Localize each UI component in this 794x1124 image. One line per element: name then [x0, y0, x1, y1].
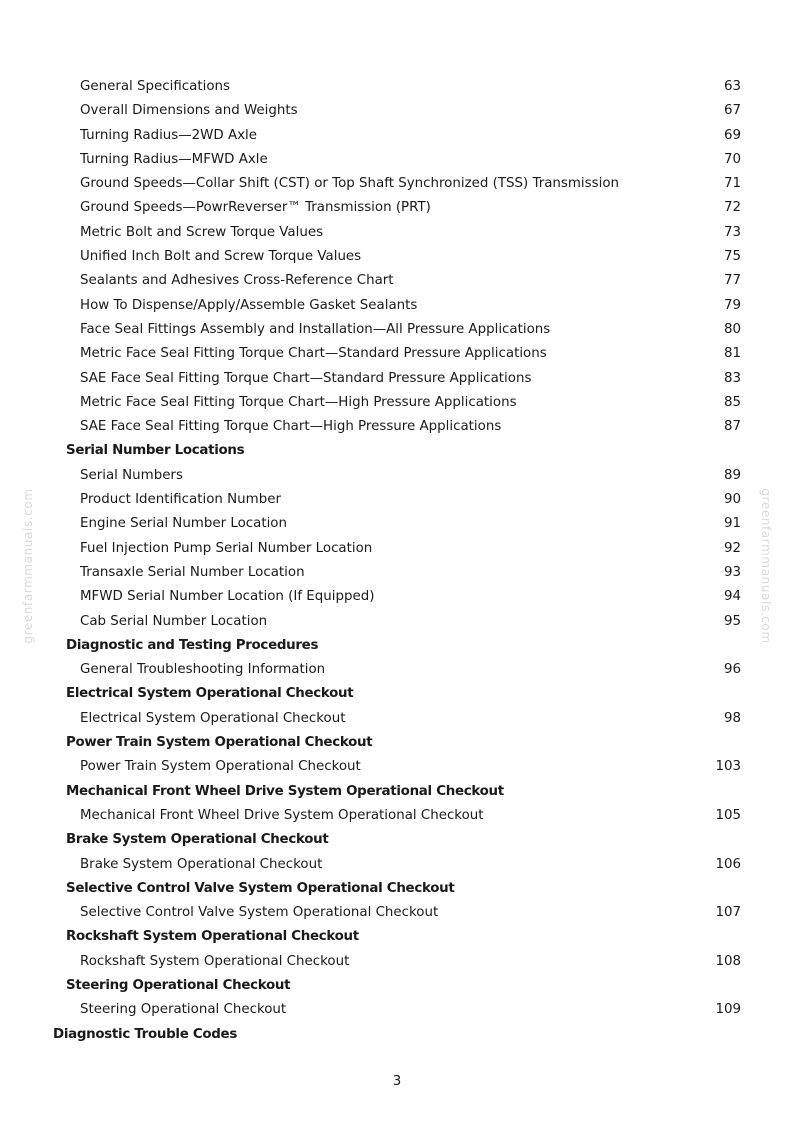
toc-entry-page-number: 98 — [723, 710, 741, 726]
toc-entry-page-number: 95 — [723, 613, 741, 629]
toc-entry[interactable] — [0, 269, 794, 293]
toc-entry[interactable] — [0, 99, 794, 123]
toc-entry-title: Metric Bolt and Screw Torque Values — [80, 224, 324, 240]
page-number: 3 — [392, 1074, 402, 1089]
toc-entry-title: Turning Radius—MFWD Axle — [80, 151, 268, 167]
toc-entry-page-number: 90 — [723, 492, 741, 508]
toc-entry-page-number: 63 — [723, 79, 741, 94]
toc-entry-page-number: 93 — [723, 564, 741, 580]
toc-entry-title: Brake System Operational Checkout — [80, 856, 323, 872]
toc-entry-title: Metric Face Seal Fitting Torque Chart—High Pressure Applications — [80, 394, 517, 410]
toc-entry-page-number: 83 — [723, 370, 741, 386]
toc-entry-page-number: 81 — [723, 346, 741, 362]
toc-entry-title: Turning Radius—2WD Axle — [80, 127, 258, 143]
toc-entry[interactable] — [0, 75, 794, 99]
toc-section-heading[interactable] — [0, 828, 794, 852]
toc-section-heading[interactable] — [0, 780, 794, 804]
toc-entry-page-number: 92 — [723, 540, 741, 556]
toc-entry-page-number: 109 — [715, 1002, 741, 1018]
toc-section-heading[interactable] — [0, 682, 794, 706]
toc-entry[interactable] — [0, 998, 794, 1022]
toc-entry-title: Rockshaft System Operational Checkout — [80, 953, 350, 969]
toc-entry-title: Face Seal Fittings Assembly and Installation—All Pressure Applications — [80, 321, 551, 337]
toc-entry[interactable] — [0, 561, 794, 585]
toc-entry[interactable] — [0, 707, 794, 731]
toc-entry[interactable] — [0, 367, 794, 391]
toc-entry-title: Serial Numbers — [80, 467, 183, 483]
toc-section-heading[interactable] — [0, 1023, 794, 1047]
toc-entry[interactable] — [0, 464, 794, 488]
toc-entry-title: Steering Operational Checkout — [80, 1002, 287, 1018]
toc-entry-page-number: 96 — [723, 662, 741, 678]
toc-entry-title: General Specifications — [80, 79, 230, 94]
toc-entry-page-number: 107 — [715, 905, 741, 921]
toc-entry[interactable] — [0, 245, 794, 269]
toc-entry-page-number: 79 — [723, 297, 741, 313]
toc-entry-title: Rockshaft System Operational Checkout — [66, 929, 359, 945]
toc-entry-page-number: 77 — [723, 273, 741, 289]
toc-entry[interactable] — [0, 804, 794, 828]
toc-entry-page-number: 71 — [723, 176, 741, 192]
toc-entry[interactable] — [0, 294, 794, 318]
toc-entry-title: SAE Face Seal Fitting Torque Chart—High Pressure Applications — [80, 419, 502, 435]
toc-entry-page-number: 105 — [715, 807, 741, 823]
toc-entry-title: Selective Control Valve System Operational Checkout — [80, 905, 439, 921]
toc-entry-title: Diagnostic and Testing Procedures — [66, 637, 319, 653]
toc-entry-page-number: 80 — [723, 321, 741, 337]
toc-entry[interactable] — [0, 415, 794, 439]
toc-entry[interactable] — [0, 755, 794, 779]
toc-entry[interactable] — [0, 512, 794, 536]
toc-entry-title: Ground Speeds—Collar Shift (CST) or Top Shaft Synchronized (TSS) Transmission — [80, 176, 619, 192]
toc-entry[interactable] — [0, 342, 794, 366]
toc-entry[interactable] — [0, 148, 794, 172]
watermark-right: greenfarmmanuals.com — [759, 488, 773, 644]
toc-entry[interactable] — [0, 610, 794, 634]
toc-entry-page-number: 87 — [723, 419, 741, 435]
toc-entry-title: Electrical System Operational Checkout — [66, 686, 354, 702]
toc-entry-title: Brake System Operational Checkout — [66, 832, 329, 848]
toc-entry-title: Ground Speeds—PowrReverser™ Transmission (PRT) — [80, 200, 431, 216]
toc-entry-title: Overall Dimensions and Weights — [80, 103, 298, 119]
toc-entry[interactable] — [0, 391, 794, 415]
toc-entry-title: Selective Control Valve System Operational Checkout — [66, 880, 455, 896]
toc-entry-page-number: 75 — [723, 249, 741, 265]
toc-entry[interactable] — [0, 124, 794, 148]
toc-entry-title: Mechanical Front Wheel Drive System Operational Checkout — [80, 807, 484, 823]
toc-entry-page-number: 69 — [723, 127, 741, 143]
toc-entry-title: General Troubleshooting Information — [80, 662, 326, 678]
toc-entry[interactable] — [0, 488, 794, 512]
toc-section-heading[interactable] — [0, 634, 794, 658]
toc-entry-title: Transaxle Serial Number Location — [80, 564, 305, 580]
toc-entry-page-number: 94 — [723, 589, 741, 605]
toc-entry-title: SAE Face Seal Fitting Torque Chart—Standard Pressure Applications — [80, 370, 532, 386]
table-of-contents — [0, 75, 794, 1047]
toc-entry[interactable] — [0, 853, 794, 877]
toc-entry-page-number: 89 — [723, 467, 741, 483]
toc-section-heading[interactable] — [0, 731, 794, 755]
watermark-left: greenfarmmanuals.com — [21, 488, 35, 644]
toc-entry[interactable] — [0, 172, 794, 196]
toc-entry[interactable] — [0, 537, 794, 561]
toc-entry-title: Power Train System Operational Checkout — [80, 759, 361, 775]
toc-entry-title: Power Train System Operational Checkout — [66, 735, 373, 751]
toc-entry-title: Unified Inch Bolt and Screw Torque Values — [80, 249, 362, 265]
toc-entry[interactable] — [0, 196, 794, 220]
toc-section-heading[interactable] — [0, 439, 794, 463]
toc-entry-page-number: 73 — [723, 224, 741, 240]
toc-entry-title: Serial Number Locations — [66, 443, 245, 459]
toc-section-heading[interactable] — [0, 974, 794, 998]
toc-entry-title: Product Identification Number — [80, 492, 281, 508]
toc-section-heading[interactable] — [0, 925, 794, 949]
toc-entry-page-number: 67 — [723, 103, 741, 119]
toc-entry-title: Fuel Injection Pump Serial Number Location — [80, 540, 373, 556]
toc-entry-page-number: 106 — [715, 856, 741, 872]
toc-entry-title: Mechanical Front Wheel Drive System Operational Checkout — [66, 783, 504, 799]
toc-entry[interactable] — [0, 221, 794, 245]
toc-entry-page-number: 103 — [715, 759, 741, 775]
toc-entry-title: Steering Operational Checkout — [66, 977, 291, 993]
toc-entry-title: Cab Serial Number Location — [80, 613, 268, 629]
toc-entry[interactable] — [0, 658, 794, 682]
toc-section-heading[interactable] — [0, 877, 794, 901]
toc-entry[interactable] — [0, 585, 794, 609]
toc-entry-page-number: 85 — [723, 394, 741, 410]
toc-entry[interactable] — [0, 901, 794, 925]
toc-entry-title: MFWD Serial Number Location (If Equipped) — [80, 589, 375, 605]
toc-entry[interactable] — [0, 950, 794, 974]
toc-entry-title: Sealants and Adhesives Cross-Reference Chart — [80, 273, 394, 289]
toc-entry[interactable] — [0, 318, 794, 342]
toc-entry-page-number: 91 — [723, 516, 741, 532]
toc-entry-page-number: 70 — [723, 151, 741, 167]
toc-entry-title: How To Dispense/Apply/Assemble Gasket Sealants — [80, 297, 418, 313]
toc-entry-title: Diagnostic Trouble Codes — [53, 1026, 238, 1042]
toc-entry-title: Engine Serial Number Location — [80, 516, 287, 532]
toc-entry-page-number: 108 — [715, 953, 741, 969]
toc-entry-page-number: 72 — [723, 200, 741, 216]
toc-entry-title: Electrical System Operational Checkout — [80, 710, 346, 726]
toc-entry-title: Metric Face Seal Fitting Torque Chart—Standard Pressure Applications — [80, 346, 547, 362]
